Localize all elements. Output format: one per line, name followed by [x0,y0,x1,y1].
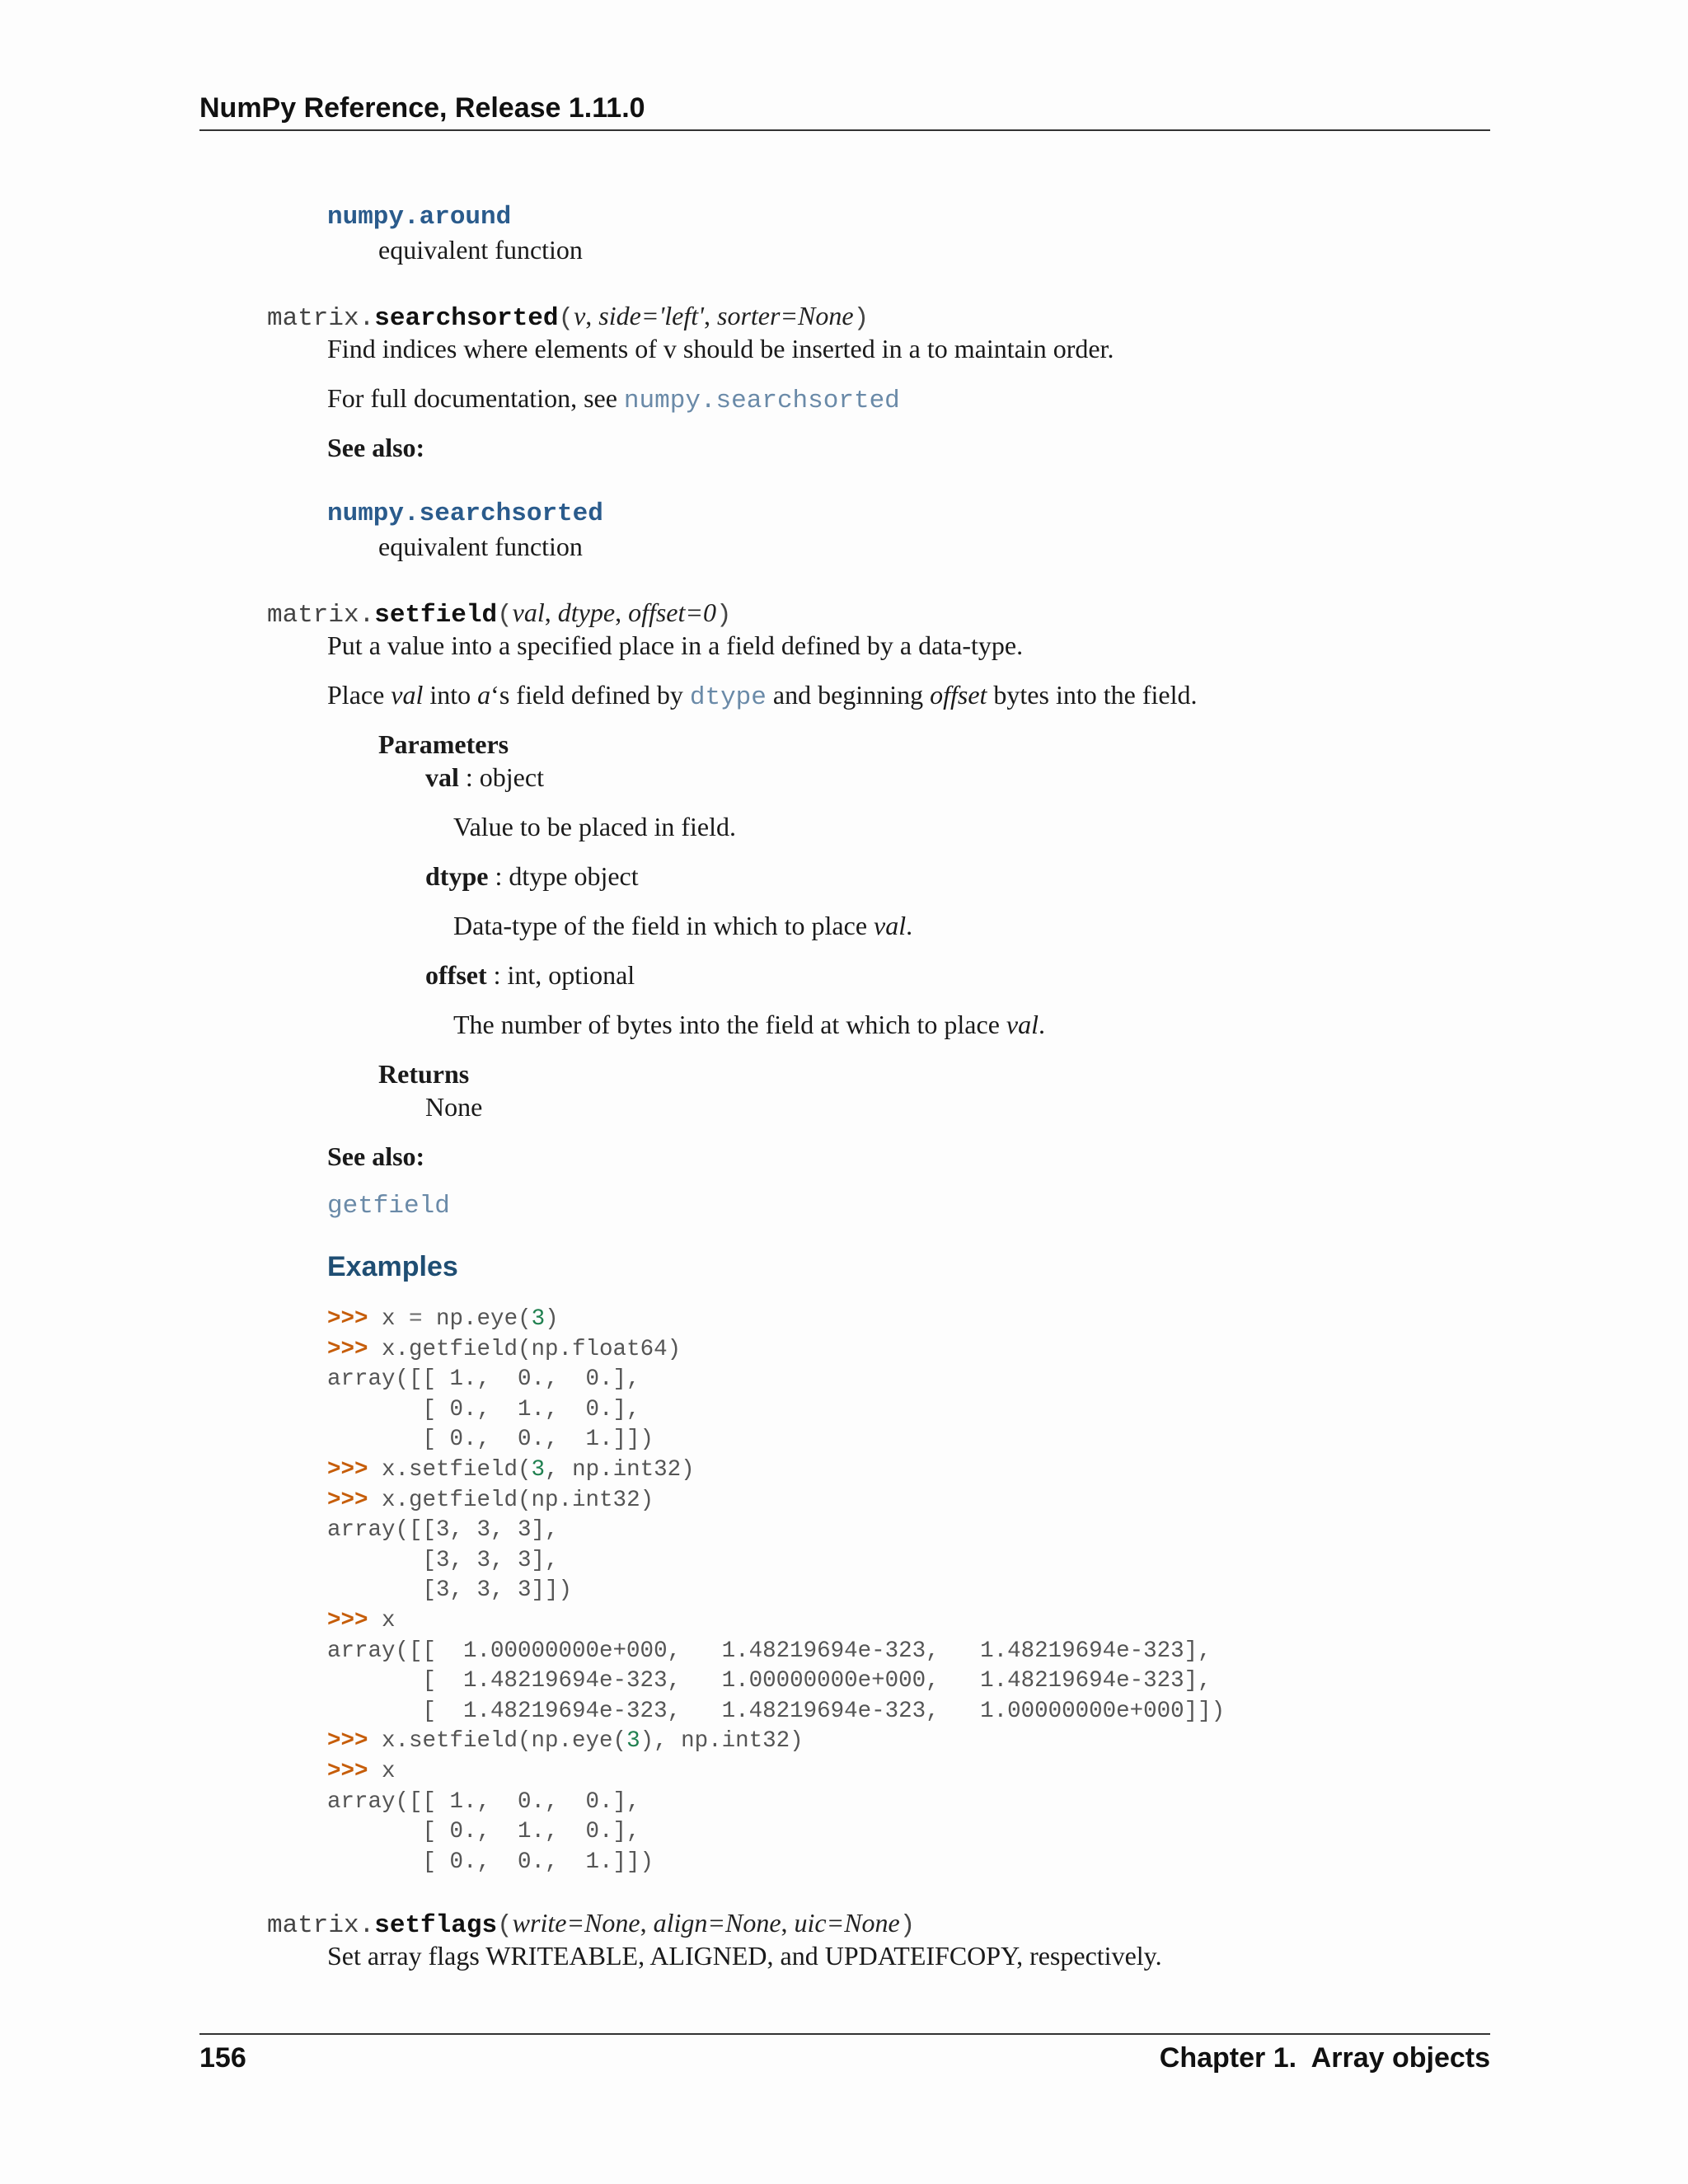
code-token: [ 1.48219694e-323, 1.00000000e+000, 1.48219694e-323], [327,1668,1212,1694]
prompt-token: >>> [327,1608,382,1633]
code-token: x.setfield( [382,1457,532,1483]
param-name: val [425,762,459,792]
searchsorted-see-also-desc: equivalent function [378,532,583,561]
code-token: ) [545,1306,559,1332]
setflags-summary: Set array flags WRITEABLE, ALIGNED, and UPDATEIFCOPY, respectively. [327,1941,1162,1971]
param-offset-desc: The number of bytes into the field at which to place val. [453,1010,1045,1039]
code-line [327,1606,396,1637]
parameters-heading: Parameters [378,729,509,759]
code-token: x.getfield(np.float64) [382,1336,682,1362]
param-type: : dtype object [488,861,639,891]
code-line [327,1666,1212,1697]
sig-param: uic=None [794,1908,900,1938]
chapter-title: Chapter 1. Array objects [1159,2042,1490,2074]
code-token: x [382,1608,396,1633]
prompt-token: >>> [327,1457,382,1483]
see-also-heading: See also: [327,1141,425,1171]
number-token: 3 [626,1728,640,1755]
param-offset [425,958,635,991]
code-example-block [327,1305,1399,1882]
code-line [327,1455,695,1486]
searchsorted-doc-link[interactable]: numpy.searchsorted [623,387,900,415]
param-name: dtype [425,861,489,891]
param-dtype [425,860,639,893]
code-token: x.getfield(np.int32) [382,1487,654,1513]
code-token: array([[ 1.00000000e+000, 1.48219694e-323, 1.48219694e-323], [327,1638,1212,1664]
code-token: [ 0., 1., 0.], [327,1819,640,1845]
sig-param: side='left' [598,301,704,330]
around-desc: equivalent function [378,235,583,265]
code-line [327,1817,640,1848]
code-line [327,1576,572,1606]
number-token: 3 [531,1306,546,1332]
param-type: : object [458,762,544,792]
param-type: : int, optional [486,960,635,990]
sig-param: v [574,301,586,330]
prompt-token: >>> [327,1759,382,1784]
searchsorted-signature: matrix.searchsorted(v, side='left', sorter=None) [267,301,870,333]
code-line [327,1697,1225,1727]
code-line [327,1546,559,1577]
prompt-token: >>> [327,1336,382,1362]
returns-heading: Returns [378,1059,470,1089]
sig-param: align=None [653,1908,781,1938]
searchsorted-see-also-link[interactable]: numpy.searchsorted [327,499,603,528]
prompt-token: >>> [327,1306,382,1332]
running-header: NumPy Reference, Release 1.11.0 [199,92,645,124]
code-line [327,1516,559,1546]
code-line [327,1486,654,1516]
sig-prefix: matrix. [267,1911,375,1940]
sig-function-name: setflags [374,1911,498,1940]
code-token: [ 0., 0., 1.]]) [327,1849,654,1875]
sig-param: val [512,598,545,627]
returns-value: None [425,1092,483,1122]
code-token: [ 0., 1., 0.], [327,1396,640,1422]
param-val-desc: Value to be placed in field. [453,812,736,841]
searchsorted-summary: Find indices where elements of v should be inserted in a to maintain order. [327,334,1114,363]
code-token: array([[3, 3, 3], [327,1517,559,1544]
code-line [327,1757,396,1788]
setfield-description: Place val into a‘s field defined by dtype and beginning offset bytes into the field. [327,680,1198,712]
code-token: [3, 3, 3]]) [327,1577,573,1604]
header-rule [199,129,1490,131]
code-line [327,1335,681,1366]
code-token: [ 0., 0., 1.]]) [327,1427,654,1453]
code-line [327,1637,1212,1667]
code-token: x [382,1306,410,1332]
searchsorted-doc-line [327,382,900,418]
code-line [327,1727,804,1757]
sig-prefix: matrix. [267,601,375,630]
around-link[interactable]: numpy.around [327,203,512,232]
code-line [327,1425,654,1455]
code-token: x.setfield(np.eye( [382,1728,627,1755]
code-token: = [409,1306,423,1332]
setfield-signature: matrix.setfield(val, dtype, offset=0) [267,598,732,630]
param-val [425,761,544,794]
code-line [327,1395,640,1426]
examples-heading: Examples [327,1251,458,1282]
code-token: ), np.int32) [640,1728,804,1755]
doc-text: For full documentation, see [327,383,617,413]
see-also-heading: See also: [327,433,425,462]
number-token: 3 [531,1457,546,1483]
code-token: array([[ 1., 0., 0.], [327,1366,640,1393]
code-token: , np.int32) [545,1457,695,1483]
sig-param: dtype [557,598,616,627]
getfield-link[interactable]: getfield [327,1192,450,1221]
sig-param: sorter=None [717,301,854,330]
dtype-link[interactable]: dtype [689,683,767,712]
code-token: np.eye( [422,1306,532,1332]
param-dtype-desc: Data-type of the field in which to place val. [453,911,913,940]
prompt-token: >>> [327,1487,382,1513]
code-token: array([[ 1., 0., 0.], [327,1788,640,1815]
sig-prefix: matrix. [267,304,375,333]
sig-function-name: setfield [374,601,498,630]
footer-rule [199,2033,1490,2035]
code-line [327,1365,640,1395]
sig-function-name: searchsorted [374,304,559,333]
setfield-summary: Put a value into a specified place in a field defined by a data-type. [327,630,1024,660]
code-token: [ 1.48219694e-323, 1.48219694e-323, 1.00000000e+000]]) [327,1698,1226,1724]
sig-param: write=None [512,1908,640,1938]
prompt-token: >>> [327,1728,382,1755]
code-line [327,1305,559,1335]
sig-param: offset=0 [628,598,716,627]
code-line [327,1848,654,1878]
setflags-signature: matrix.setflags(write=None, align=None, uic=None) [267,1908,916,1940]
code-token: [3, 3, 3], [327,1547,559,1573]
param-name: offset [425,960,487,990]
page-number: 156 [199,2042,246,2074]
code-token: x [382,1759,396,1784]
code-line [327,1788,640,1818]
